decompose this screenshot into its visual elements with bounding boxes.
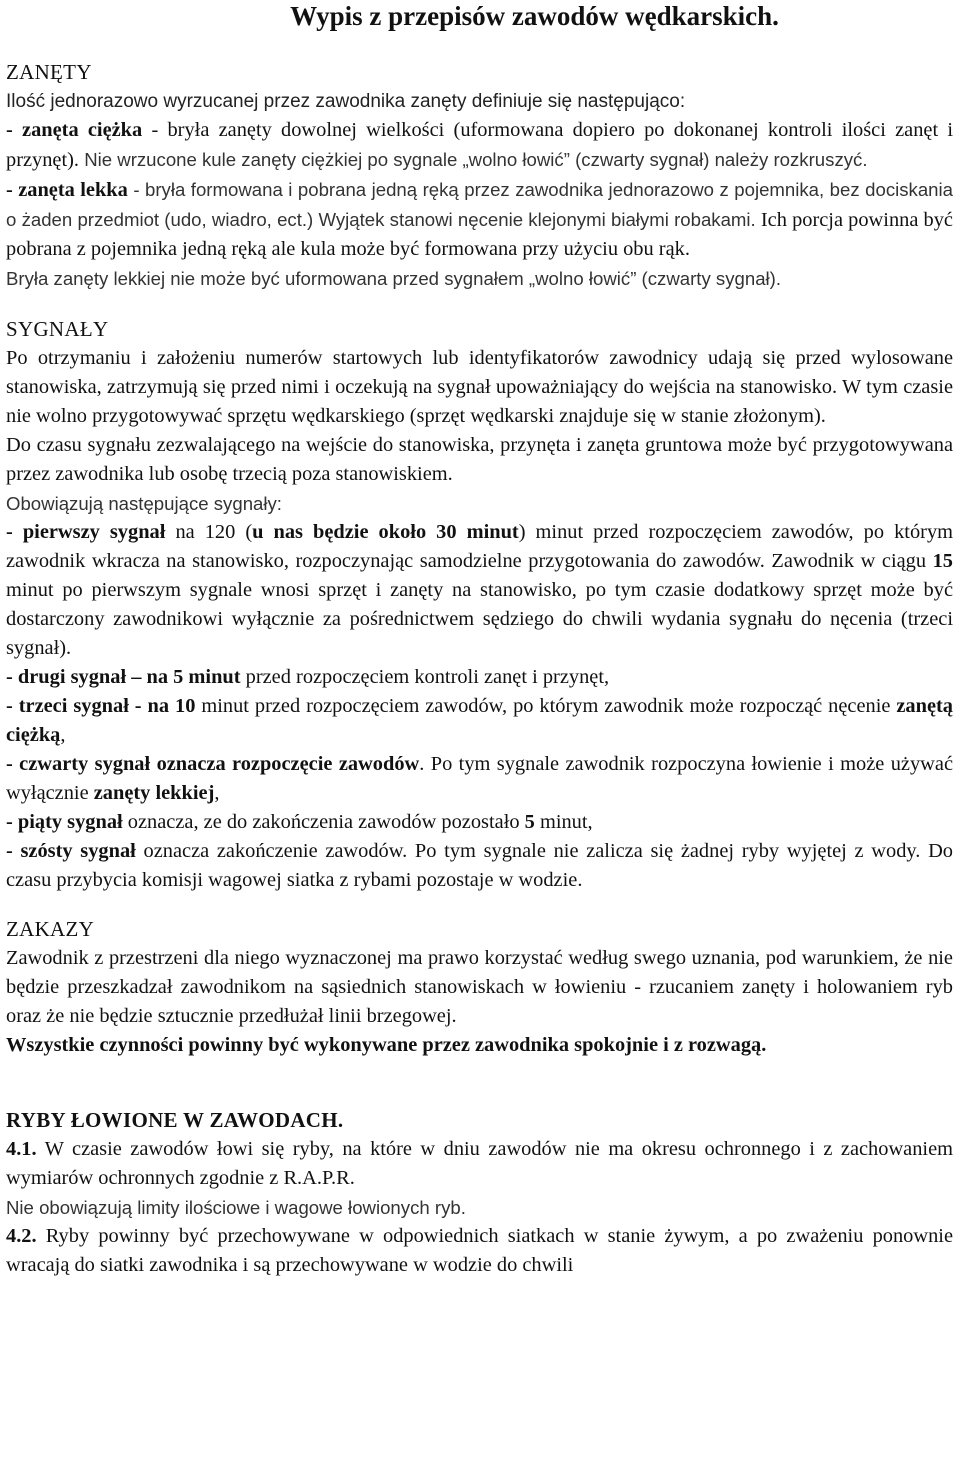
ryby-4-2: 4.2. Ryby powinny być przechowywane w odpowiednich siatkach w stanie żywym, a po zważeniu ponownie wracają do siatki zawodnika i są przechowywane w wodzie do chwili bbox=[6, 1225, 953, 1276]
ryby-limits: Nie obowiązują limity ilościowe i wagowe łowionych ryb. bbox=[6, 1197, 466, 1218]
signal-1-lead: - pierwszy sygnał bbox=[6, 521, 166, 543]
zanety-ciezka bbox=[6, 116, 953, 175]
signal-5-lead: - piąty sygnał bbox=[6, 811, 123, 833]
section-heading-ryby: RYBY ŁOWIONE W ZAWODACH. bbox=[6, 1108, 344, 1132]
signal-4: - czwarty sygnał oznacza rozpoczęcie zawodów. Po tym sygnale zawodnik rozpoczyna łowienie i może używać wyłącznie zanęty lekkiej, bbox=[6, 753, 954, 804]
section-heading-sygnaly: SYGNAŁY bbox=[6, 317, 109, 341]
signal-5: - piąty sygnał oznacza, ze do zakończenia zawodów pozostało 5 minut, bbox=[6, 811, 593, 833]
zanety-intro: Ilość jednorazowo wyrzucanej przez zawodnika zanęty definiuje się następująco: bbox=[6, 91, 686, 112]
sygnaly-p2: Do czasu sygnału zezwalającego na wejście do stanowiska, przynęta i zanęta gruntowa może być przygotowywana przez zawodnika lub osobę trzecią poza stanowiskiem. bbox=[6, 434, 953, 485]
section-zakazy bbox=[6, 915, 953, 1060]
document-title: Wypis z przepisów zawodów wędkarskich. bbox=[290, 1, 779, 31]
signal-2-lead: - drugi sygnał – na 5 minut bbox=[6, 666, 241, 688]
signal-4-lead: - czwarty sygnał oznacza rozpoczęcie zawodów bbox=[6, 753, 420, 775]
zanety-lekka bbox=[6, 175, 953, 264]
zanety-lekka-lead: - zanęta lekka bbox=[6, 179, 128, 201]
sygnaly-p3: Obowiązują następujące sygnały: bbox=[6, 493, 282, 514]
zanety-ciezka-lead: - zanęta ciężka bbox=[6, 119, 143, 141]
section-ryby bbox=[6, 1106, 953, 1280]
section-heading-zanety: ZANĘTY bbox=[6, 60, 92, 84]
section-heading-zakazy: ZAKAZY bbox=[6, 917, 95, 941]
section-sygnaly bbox=[6, 315, 953, 895]
zanety-lekka-text: - bryła formowana i pobrana jedną ręką przez zawodnika jednorazowo z pojemnika, bez dociskania o żaden przedmiot (udo, wiadro, ect.) Wyjątek stanowi nęcenie klejonymi białymi robakami. bbox=[6, 179, 953, 230]
signal-3-lead: - trzeci sygnał - na 10 bbox=[6, 695, 196, 717]
ryby-4-1: 4.1. W czasie zawodów łowi się ryby, na które w dniu zawodów nie ma okresu ochronnego i z zachowaniem wymiarów ochronnych zgodnie z R.A.P.R. bbox=[6, 1138, 953, 1189]
zakazy-p2: Wszystkie czynności powinny być wykonywane przez zawodnika spokojnie i z rozwagą. bbox=[6, 1034, 767, 1056]
zanety-ciezka-text: - bryła zanęty dowolnej wielkości (uformowana dopiero po dokonanej kontroli ilości zanęt i przynęt). bbox=[6, 119, 953, 171]
signal-6-lead: - szósty sygnał bbox=[6, 840, 136, 862]
zanety-ciezka-note: Nie wrzucone kule zanęty ciężkiej po sygnale „wolno łowić” (czwarty sygnał) należy rozkruszyć. bbox=[79, 149, 868, 170]
signal-6: - szósty sygnał oznacza zakończenie zawodów. Po tym sygnale nie zalicza się żadnej ryby wyjętej z wody. Do czasu przybycia komisji wagowej siatka z rybami pozostaje w wodzie. bbox=[6, 840, 953, 891]
ryby-number-4-2: 4.2. bbox=[6, 1225, 37, 1247]
section-zanety bbox=[6, 58, 953, 293]
ryby-number-4-1: 4.1. bbox=[6, 1138, 37, 1160]
signal-2: - drugi sygnał – na 5 minut przed rozpoczęciem kontroli zanęt i przynęt, bbox=[6, 666, 610, 688]
sygnaly-p1: Po otrzymaniu i założeniu numerów startowych lub identyfikatorów zawodnicy udają się przed wylosowane stanowiska, zatrzymują się przed nimi i oczekują na sygnał upoważniający do wejścia na stanowisko. W tym czasie nie wolno przygotowywać sprzętu wędkarskiego (sprzęt wędkarski znajduje się w stanie złożonym). bbox=[6, 347, 953, 427]
zanety-bryla: Bryła zanęty lekkiej nie może być uformowana przed sygnałem „wolno łowić” (czwarty sygnał). bbox=[6, 268, 782, 289]
zanety-lekka-text2: Ich porcja powinna być pobrana z pojemnika jedną ręką ale kula może być formowana przy użyciu obu rąk. bbox=[6, 209, 953, 260]
zakazy-p1: Zawodnik z przestrzeni dla niego wyznaczonej ma prawo korzystać według swego uznania, pod warunkiem, że nie będzie przeszkadzał zawodnikom na sąsiednich stanowiskach w łowieniu - rzucaniem zanęty i holowaniem ryb oraz że nie będzie sztucznie przedłużał linii brzegowej. bbox=[6, 947, 953, 1027]
signal-3: - trzeci sygnał - na 10 minut przed rozpoczęciem zawodów, po którym zawodnik może rozpocząć nęcenie zanętą ciężką, bbox=[6, 695, 953, 746]
signal-1: - pierwszy sygnał na 120 (u nas będzie około 30 minut) minut przed rozpoczęciem zawodów, po którym zawodnik wkracza na stanowisko, rozpoczynając samodzielne przygotowania do zawodów. Zawodnik w ciągu 15 minut po pierwszym sygnale wnosi sprzęt i zanęty na stanowisko, po tym czasie dodatkowy sprzęt może być dostarczony zawodnikowi wyłącznie za pośrednictwem sędziego do chwili wydania sygnału do nęcenia (trzeci sygnał). bbox=[6, 521, 953, 659]
